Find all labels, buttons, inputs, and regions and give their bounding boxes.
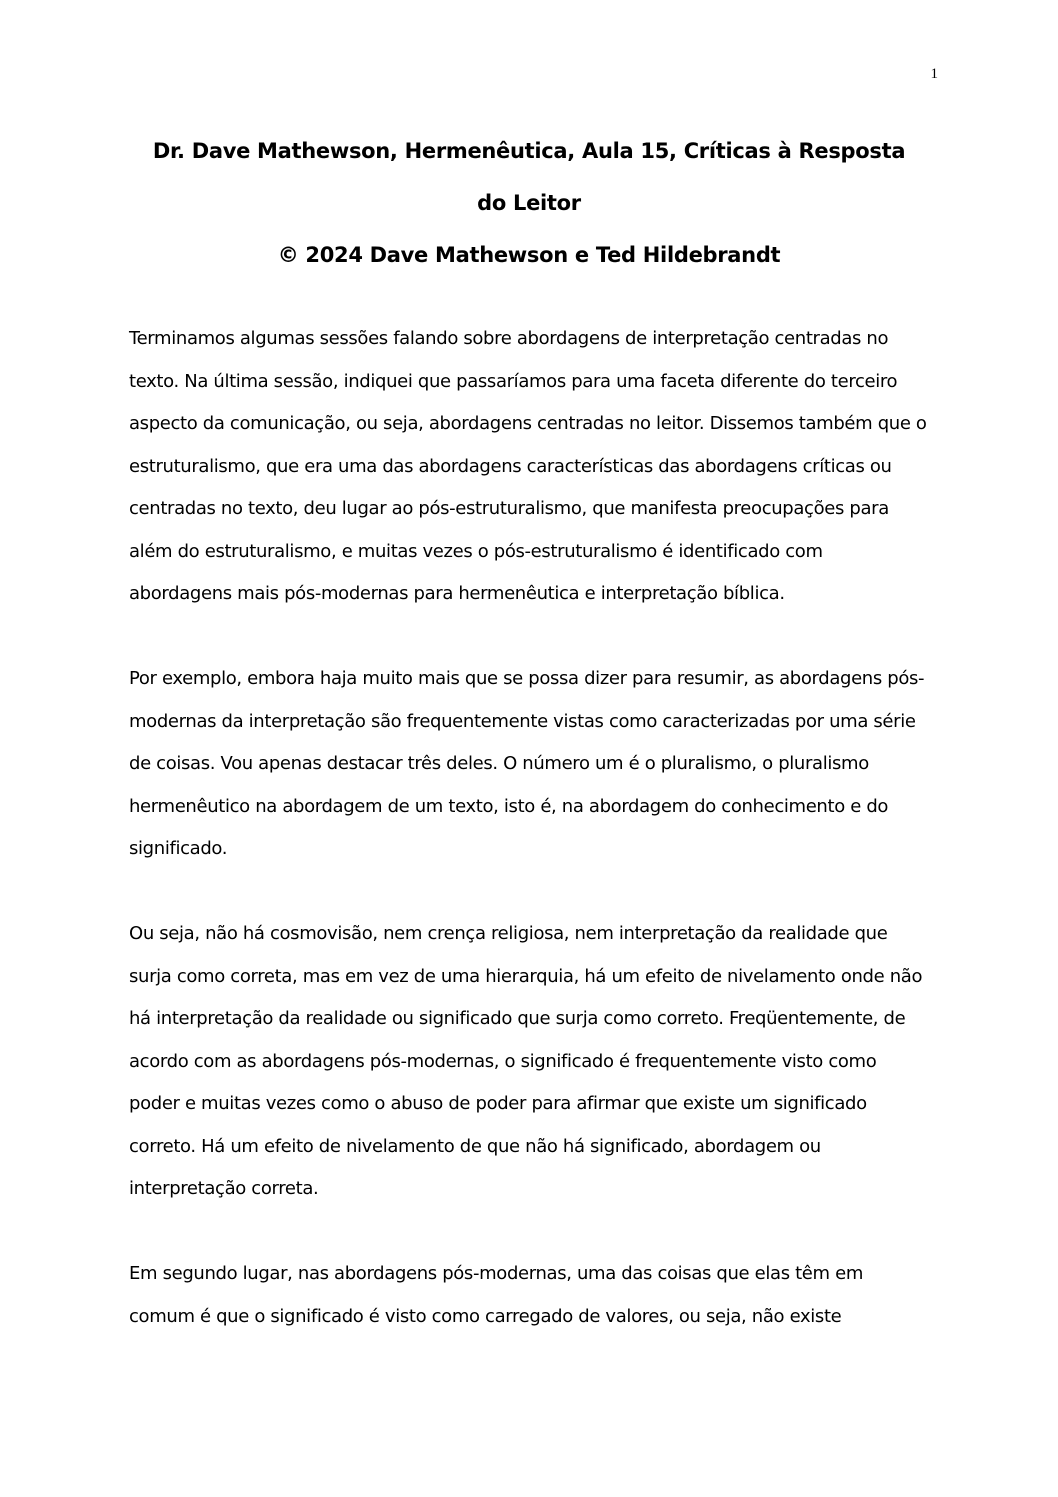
- paragraph: Por exemplo, embora haja muito mais que se possa dizer para resumir, as abordagens pós-modernas da interpretação são frequentemente vistas como caracterizadas por uma série de coisas. Vou apenas destacar três deles. O número um é o pluralismo, o pluralismo hermenêutico na abordagem de um texto, isto é, na abordagem do conhecimento e do significado.: [129, 668, 925, 859]
- document-body: [129, 318, 929, 1381]
- title-line-3: © 2024 Dave Mathewson e Ted Hildebrandt: [277, 243, 781, 267]
- paragraph: Terminamos algumas sessões falando sobre abordagens de interpretação centradas no texto. Na última sessão, indiquei que passaríamos para uma faceta diferente do terceiro aspecto da comunicação, ou seja, abordagens centradas no leitor. Dissemos também que o estruturalismo, que era uma das abordagens características das abordagens críticas ou centradas no texto, deu lugar ao pós-estruturalismo, que manifesta preocupações para além do estruturalismo, e muitas vezes o pós-estruturalismo é identificado com abordagens mais pós-modernas para hermenêutica e interpretação bíblica.: [129, 328, 927, 604]
- paragraph: Em segundo lugar, nas abordagens pós-modernas, uma das coisas que elas têm em comum é que o significado é visto como carregado de valores, ou seja, não existe: [129, 1263, 863, 1327]
- document-title: [120, 125, 938, 281]
- paragraph: Ou seja, não há cosmovisão, nem crença religiosa, nem interpretação da realidade que surja como correta, mas em vez de uma hierarquia, há um efeito de nivelamento onde não há interpretação da realidade ou significado que surja como correto. Freqüentemente, de acordo com as abordagens pós-modernas, o significado é frequentemente visto como poder e muitas vezes como o abuso de poder para afirmar que existe um significado correto. Há um efeito de nivelamento de que não há significado, abordagem ou interpretação correta.: [129, 923, 923, 1199]
- title-line-1: Dr. Dave Mathewson, Hermenêutica, Aula 15, Críticas à Resposta: [152, 139, 906, 163]
- page-number: 1: [930, 66, 938, 82]
- title-line-2: do Leitor: [477, 191, 581, 215]
